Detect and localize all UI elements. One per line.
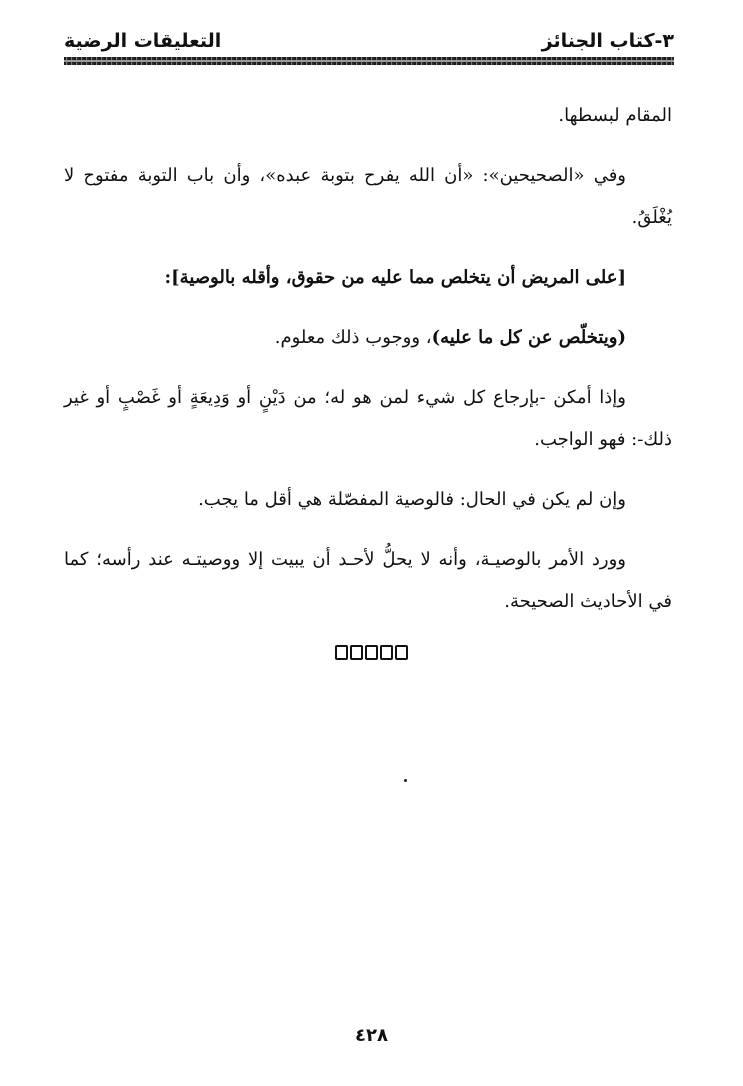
separator-square [350, 645, 363, 660]
separator-square [365, 645, 378, 660]
section-separator [0, 645, 743, 660]
header-rule [64, 57, 674, 65]
section-heading: [على المريض أن يتخلص مما عليه من حقوق، وأقله بالوصية]: [164, 267, 626, 288]
separator-square [395, 645, 408, 660]
separator-square [380, 645, 393, 660]
matn-quote: (ويتخلّص عن كل ما عليه) [431, 327, 626, 348]
paragraph-3-rest: ، ووجوب ذلك معلوم. [274, 327, 432, 348]
header-book-title: التعليقات الرضية [64, 30, 222, 52]
paragraph-4: وإذا أمكن -بإرجاع كل شيء لمن هو له؛ من دَيْنٍ أو وَدِيعَةٍ أو غَصْبٍ أو غير ذلك-: فهو الواجب. [64, 387, 672, 450]
separator-square [335, 645, 348, 660]
stray-dot [404, 779, 407, 782]
paragraph-6: وورد الأمر بالوصيـة، وأنه لا يحلُّ لأحـد أن يبيت إلا ووصيتـه عند رأسه؛ كما في الأحاديث الصحيحة. [64, 549, 672, 612]
page-number: ٤٢٨ [355, 1025, 388, 1046]
paragraph-2: وفي «الصحيحين»: «أن الله يفرح بتوبة عبده»، وأن باب التوبة مفتوح لا يُغْلَقُ. [64, 165, 672, 228]
paragraph-1: المقام لبسطها. [558, 105, 672, 126]
paragraph-5: وإن لم يكن في الحال: فالوصية المفصّلة هي أقل ما يجب. [198, 489, 626, 510]
page-body [64, 95, 672, 641]
header-chapter: ٣-كتاب الجنائز [541, 30, 674, 52]
paragraph-3 [64, 317, 672, 359]
running-header [64, 30, 674, 58]
